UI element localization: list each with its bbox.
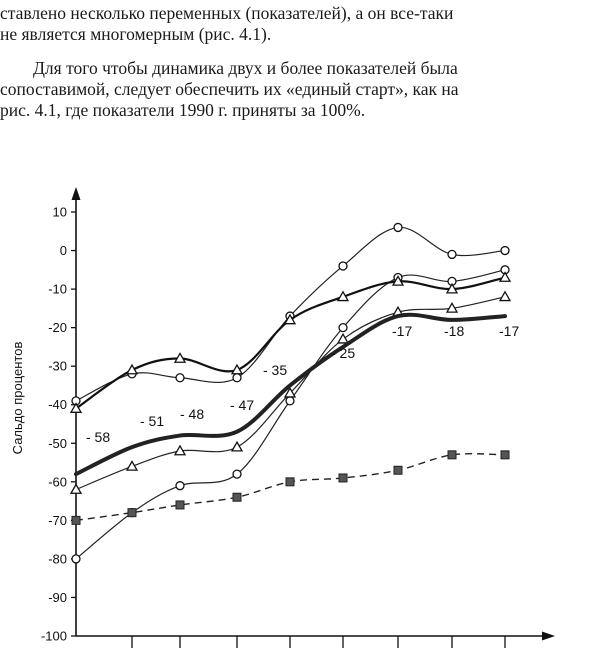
paragraph-1-line-2: не является многомерным (рис. 4.1). (0, 24, 272, 44)
series-1-point (339, 324, 347, 332)
y-tick-label: -70 (48, 512, 67, 528)
y-tick-label: -90 (48, 589, 67, 605)
data-label: - 47 (230, 397, 255, 413)
paragraph-1-line-1: ставлено несколько переменных (показателей), а он все-таки (0, 3, 454, 23)
data-label: - 48 (180, 406, 205, 422)
series-2-point (233, 374, 241, 382)
series-2-point (339, 262, 347, 270)
x-axis-arrow (542, 632, 555, 641)
y-tick-label: -40 (48, 397, 67, 413)
data-label: - 51 (140, 413, 165, 429)
series-2-point (501, 247, 509, 255)
data-label: - 25 (331, 345, 356, 361)
axes-group (41, 187, 555, 648)
y-tick-label: 10 (52, 204, 67, 220)
series-6-point (501, 451, 509, 459)
y-axis-label: Сальдо процентов (10, 341, 25, 455)
series-6-point (176, 501, 184, 509)
series-1-point (176, 482, 184, 490)
y-tick-label: 0 (59, 243, 67, 259)
series-6-point (394, 466, 402, 474)
series-6-point (448, 451, 456, 459)
y-tick-label: -10 (48, 281, 67, 297)
series-4-point (500, 292, 510, 301)
series-2-point (176, 374, 184, 382)
data-label: - 35 (263, 362, 288, 378)
data-label: - 58 (86, 429, 111, 445)
data-labels-group (86, 323, 519, 445)
series-4-point (71, 485, 81, 494)
series-3-point (500, 273, 510, 282)
paragraph-2-line-1: Для того чтобы динамика двух и более показателей была (33, 58, 458, 78)
series-6-point (72, 516, 80, 524)
y-tick-label: -30 (48, 358, 67, 374)
series-1-point (72, 555, 80, 563)
series-1-point (286, 397, 294, 405)
series-1-point (233, 470, 241, 478)
y-tick-label: -20 (48, 320, 67, 336)
data-label: -17 (392, 323, 413, 339)
series-2-point (394, 223, 402, 231)
series-6-point (286, 478, 294, 486)
series-6-point (233, 493, 241, 501)
y-tick-label: -50 (48, 435, 67, 451)
series-4-point (127, 461, 137, 470)
y-tick-label: -100 (40, 628, 67, 644)
data-label: -18 (444, 323, 465, 339)
series-4-point (232, 442, 242, 451)
series-2-point (448, 250, 456, 258)
series-group (71, 223, 510, 562)
y-tick-label: -80 (48, 551, 67, 567)
paragraph-2-line-2: сопоставимой, следует обеспечить их «единый старт», как на (0, 79, 459, 99)
y-tick-label: -60 (48, 474, 67, 490)
series-6-point (128, 509, 136, 517)
data-label: -17 (499, 323, 520, 339)
y-axis-arrow (72, 187, 81, 200)
paragraph-2-line-3: рис. 4.1, где показатели 1990 г. приняты за 100%. (0, 100, 366, 120)
series-6-point (339, 474, 347, 482)
series-4-point (338, 334, 348, 343)
